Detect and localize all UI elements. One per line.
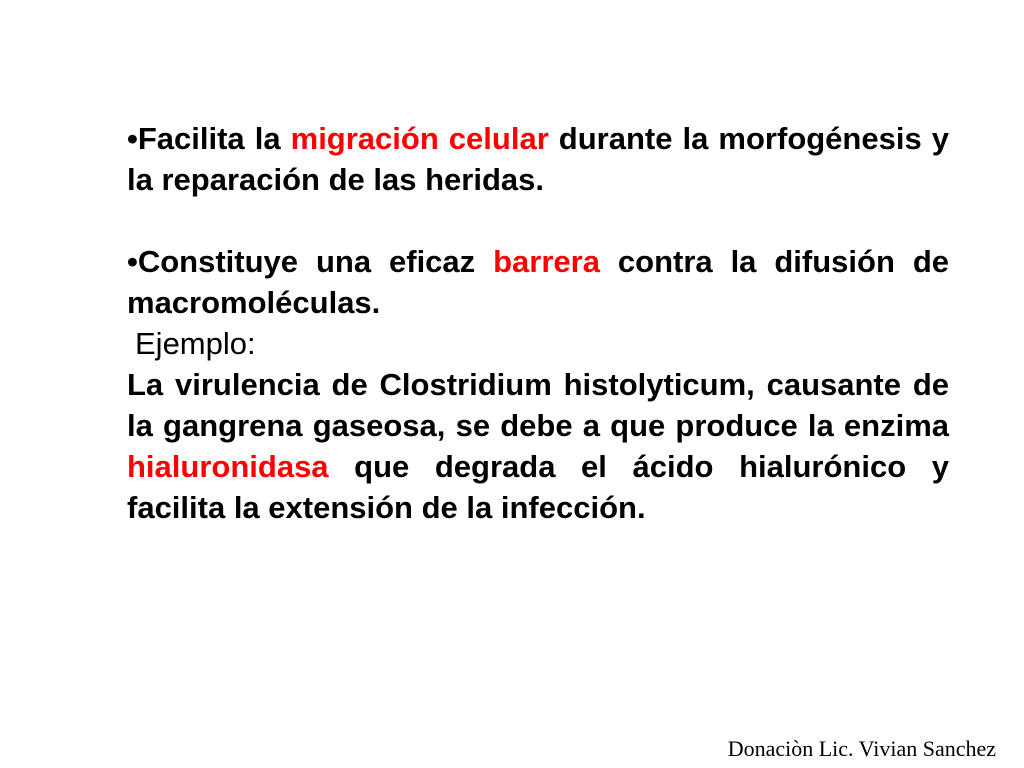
example-prefix: La virulencia de Clostridium histolyticum, causante de la gangrena gaseosa, se debe a que produce la enzima: [127, 367, 949, 443]
footer-credit: Donaciòn Lic. Vivian Sanchez: [727, 736, 996, 761]
bullet-2-suffix: contra la difusión de macromoléculas.: [127, 244, 950, 320]
example-highlight: hialuronidasa: [127, 449, 329, 484]
bullet-barrier: [127, 241, 949, 323]
example-suffix: que degrada el ácido hialurónico y facilita la extensión de la infección.: [127, 449, 949, 525]
bullet-1-prefix: •Facilita la: [127, 121, 291, 156]
example-paragraph: [127, 364, 949, 528]
bullet-cell-migration: [127, 118, 949, 200]
example-label: Ejemplo:: [135, 326, 256, 361]
bullet-2-prefix: •Constituye una eficaz: [127, 244, 494, 279]
bullet-1-suffix: durante la morfogénesis y la reparación de las heridas.: [127, 121, 949, 197]
spacer: [127, 200, 949, 241]
bullet-2-highlight: barrera: [493, 244, 600, 279]
bullet-1-highlight: migración celular: [290, 121, 549, 156]
slide-body: [127, 118, 949, 528]
